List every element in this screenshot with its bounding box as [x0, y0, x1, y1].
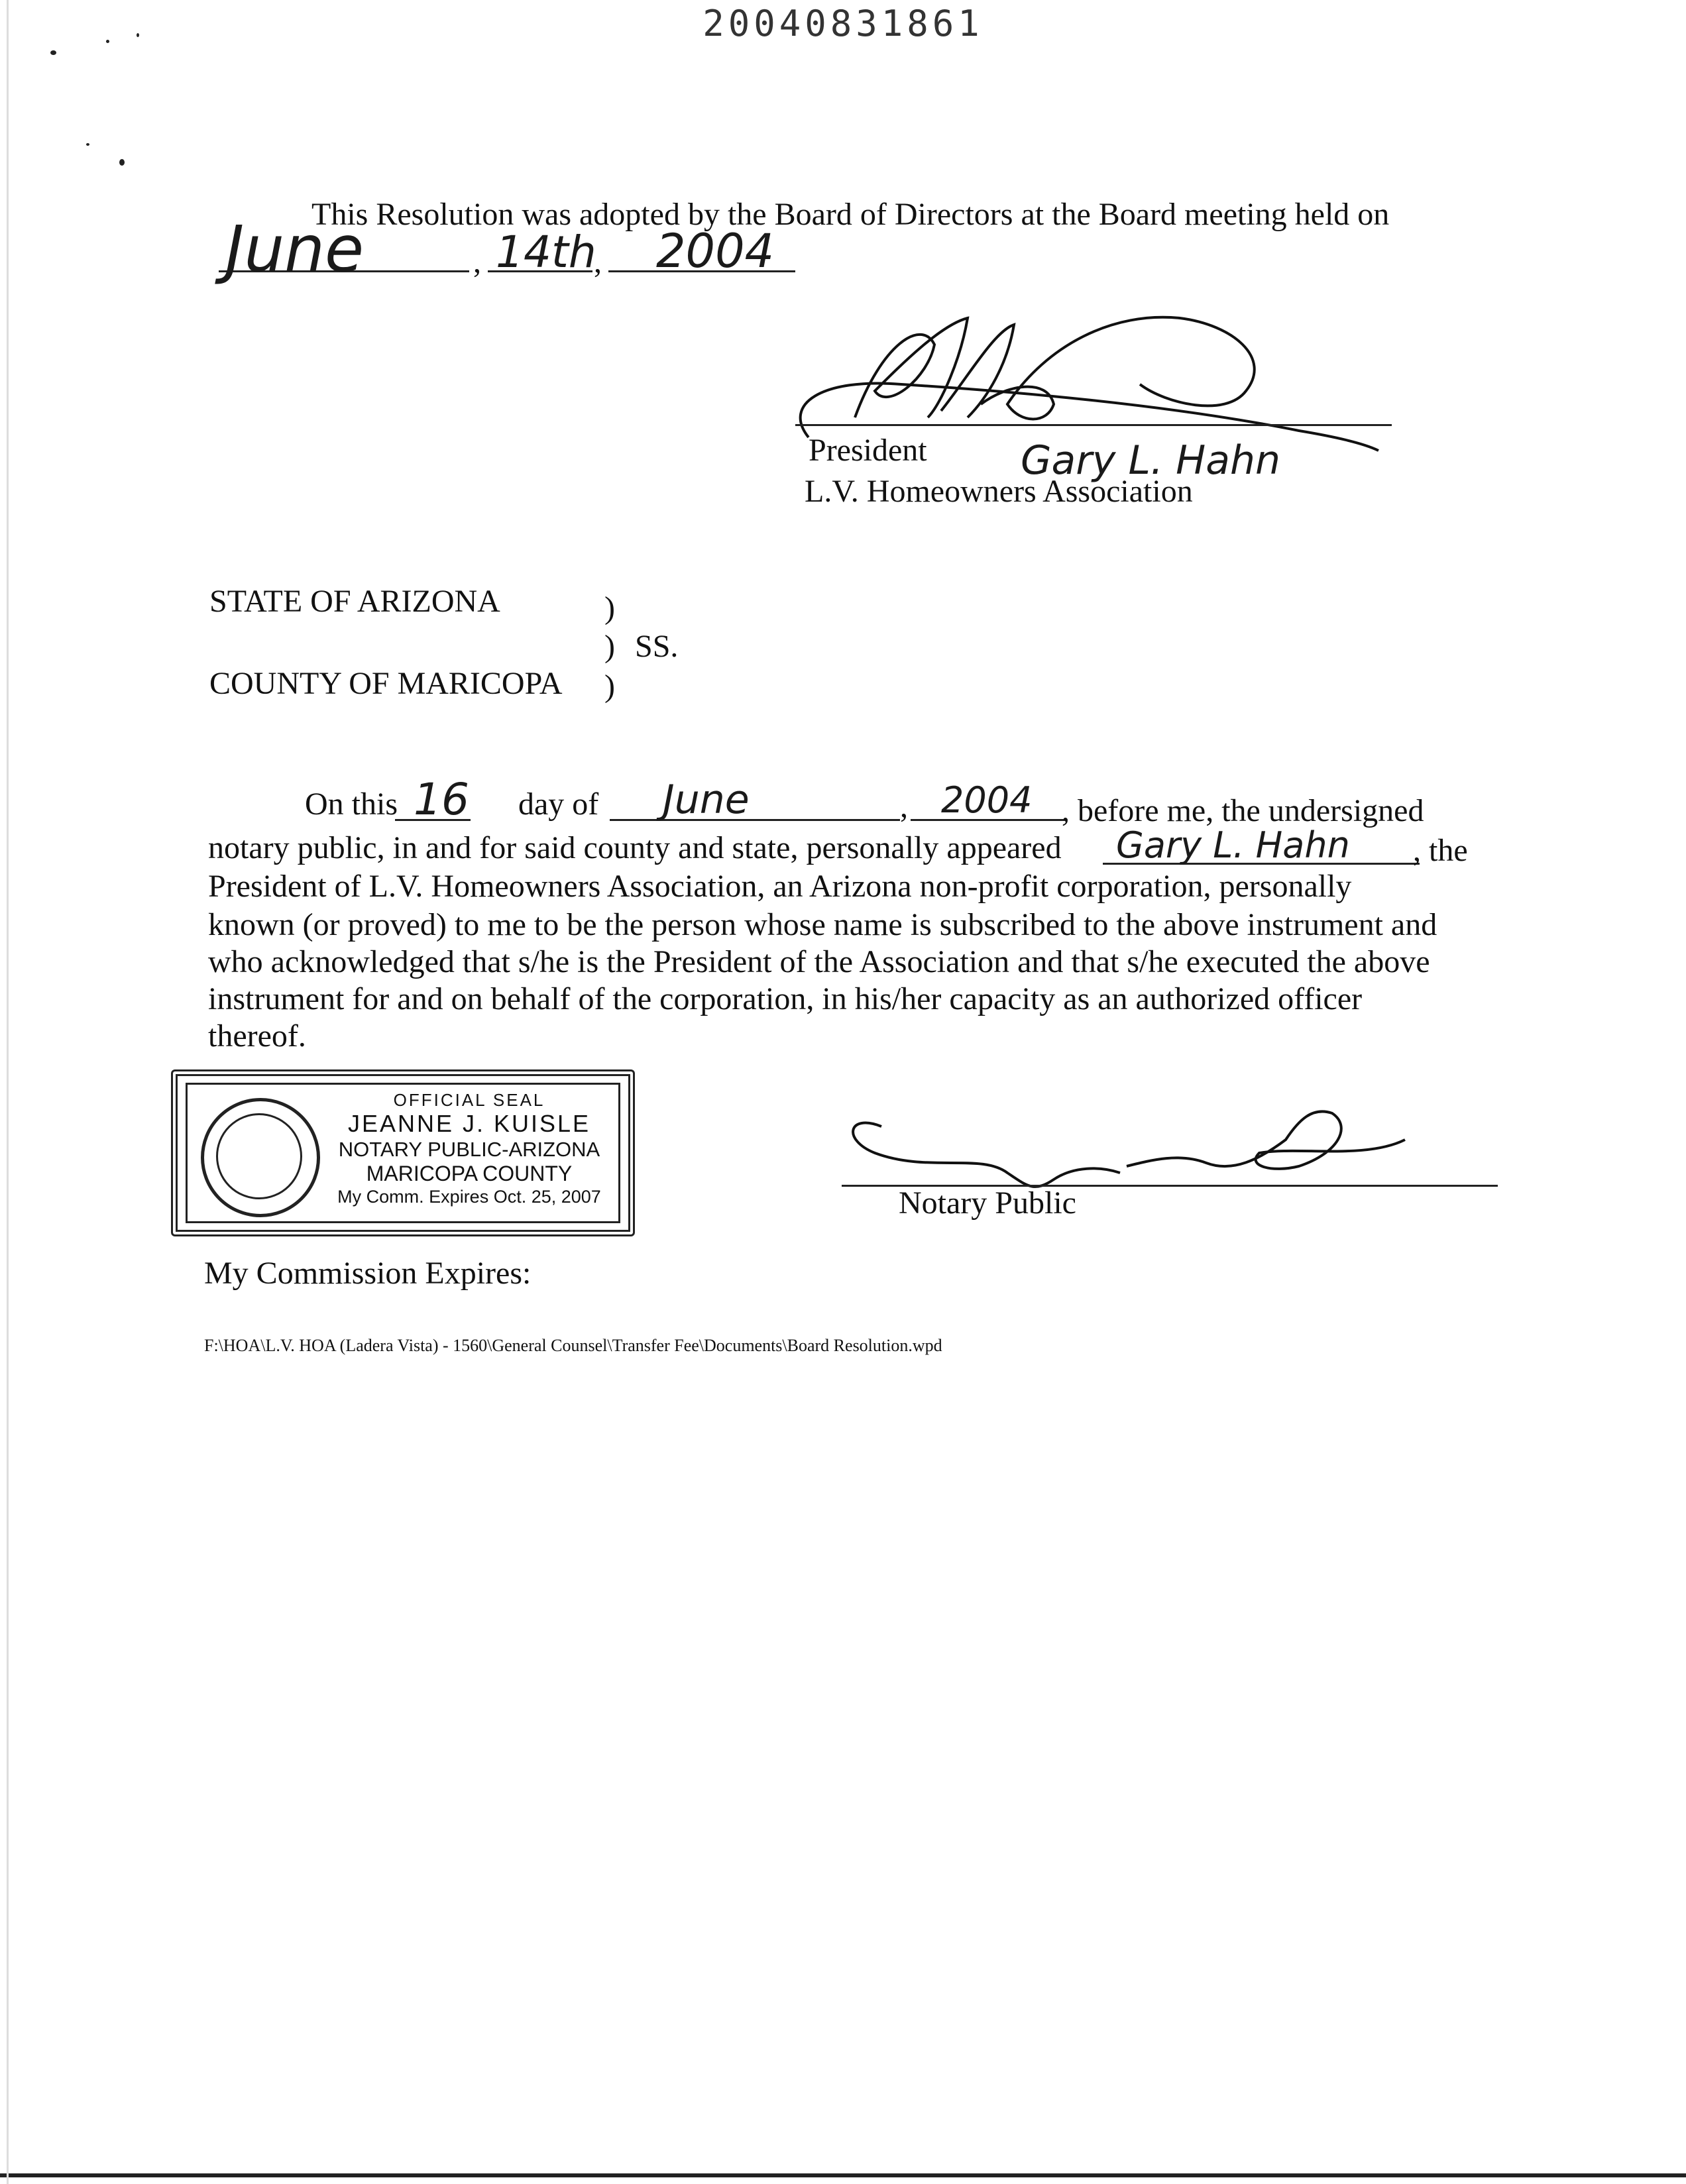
scan-bottom-edge [0, 2173, 1686, 2177]
seal-line-3: NOTARY PUBLIC-ARIZONA [338, 1138, 600, 1161]
ack-line-7: thereof. [208, 1018, 306, 1054]
seal-ring [216, 1113, 302, 1199]
venue-paren-1: ) [604, 590, 615, 626]
ack-line-2: notary public, in and for said county and state, personally appeared [208, 830, 1062, 865]
scan-speck [106, 40, 109, 43]
seal-line-4: MARICOPA COUNTY [366, 1162, 573, 1185]
document-number: 20040831861 [702, 3, 984, 44]
seal-notary-name: JEANNE J. KUISLE [347, 1110, 591, 1137]
ack-comma: , [900, 789, 908, 824]
scan-speck [86, 143, 89, 146]
seal-line-1: OFFICIAL SEAL [393, 1090, 545, 1110]
seal-commission-expires: My Comm. Expires Oct. 25, 2007 [337, 1187, 601, 1207]
date-comma-2: , [594, 245, 602, 280]
ack-line-3: President of L.V. Homeowners Association, an Arizona non-profit corporation, personally [208, 869, 1352, 904]
handwritten-date-year: 2004 [656, 224, 775, 278]
commission-expires-label: My Commission Expires: [204, 1256, 532, 1291]
ack-line-6: instrument for and on behalf of the corporation, in his/her capacity as an authorized officer [208, 981, 1363, 1016]
ack-line-5: who acknowledged that s/he is the President of the Association and that s/he executed the above [208, 944, 1430, 979]
notary-public-label: Notary Public [899, 1185, 1076, 1221]
handwritten-appeared-name: Gary L. Hahn [1116, 824, 1350, 866]
ack-before-me: , before me, the undersigned [1062, 793, 1424, 828]
handwritten-date-month: June [225, 212, 365, 286]
resolution-adopted-text: This Resolution was adopted by the Board of Directors at the Board meeting held on [311, 197, 1390, 232]
date-comma: , [473, 245, 481, 280]
venue-ss: SS. [635, 629, 679, 664]
file-path: F:\HOA\L.V. HOA (Ladera Vista) - 1560\General Counsel\Transfer Fee\Documents\Board Resolution.wpd [204, 1336, 942, 1355]
ack-day-of: day of [518, 787, 599, 822]
venue-paren-3: ) [604, 669, 615, 704]
scan-left-edge [7, 0, 9, 2184]
scan-speck [50, 50, 56, 55]
president-signature-line [795, 424, 1392, 426]
handwritten-ack-year: 2004 [941, 779, 1033, 821]
handwritten-date-day: 14th [496, 227, 596, 278]
handwritten-ack-day: 16 [414, 774, 469, 825]
handwritten-president-name: Gary L. Hahn [1021, 437, 1281, 484]
ack-line-2-end: , the [1413, 833, 1468, 868]
county-label: COUNTY OF MARICOPA [209, 666, 563, 701]
association-name: L.V. Homeowners Association [805, 474, 1193, 509]
scan-speck [137, 33, 139, 37]
arizona-seal-icon [201, 1098, 320, 1217]
scan-speck [119, 159, 125, 166]
handwritten-ack-month: June [663, 777, 750, 823]
notary-seal-stamp [171, 1069, 635, 1236]
ack-line-4: known (or proved) to me to be the person whose name is subscribed to the above instrument and [208, 907, 1437, 942]
ack-on-this: On this [305, 787, 398, 822]
venue-paren-2: ) [604, 629, 615, 664]
ack-month-blank [610, 819, 900, 821]
state-label: STATE OF ARIZONA [209, 584, 500, 619]
seal-inner-border [186, 1083, 620, 1223]
president-title: President [809, 433, 927, 468]
